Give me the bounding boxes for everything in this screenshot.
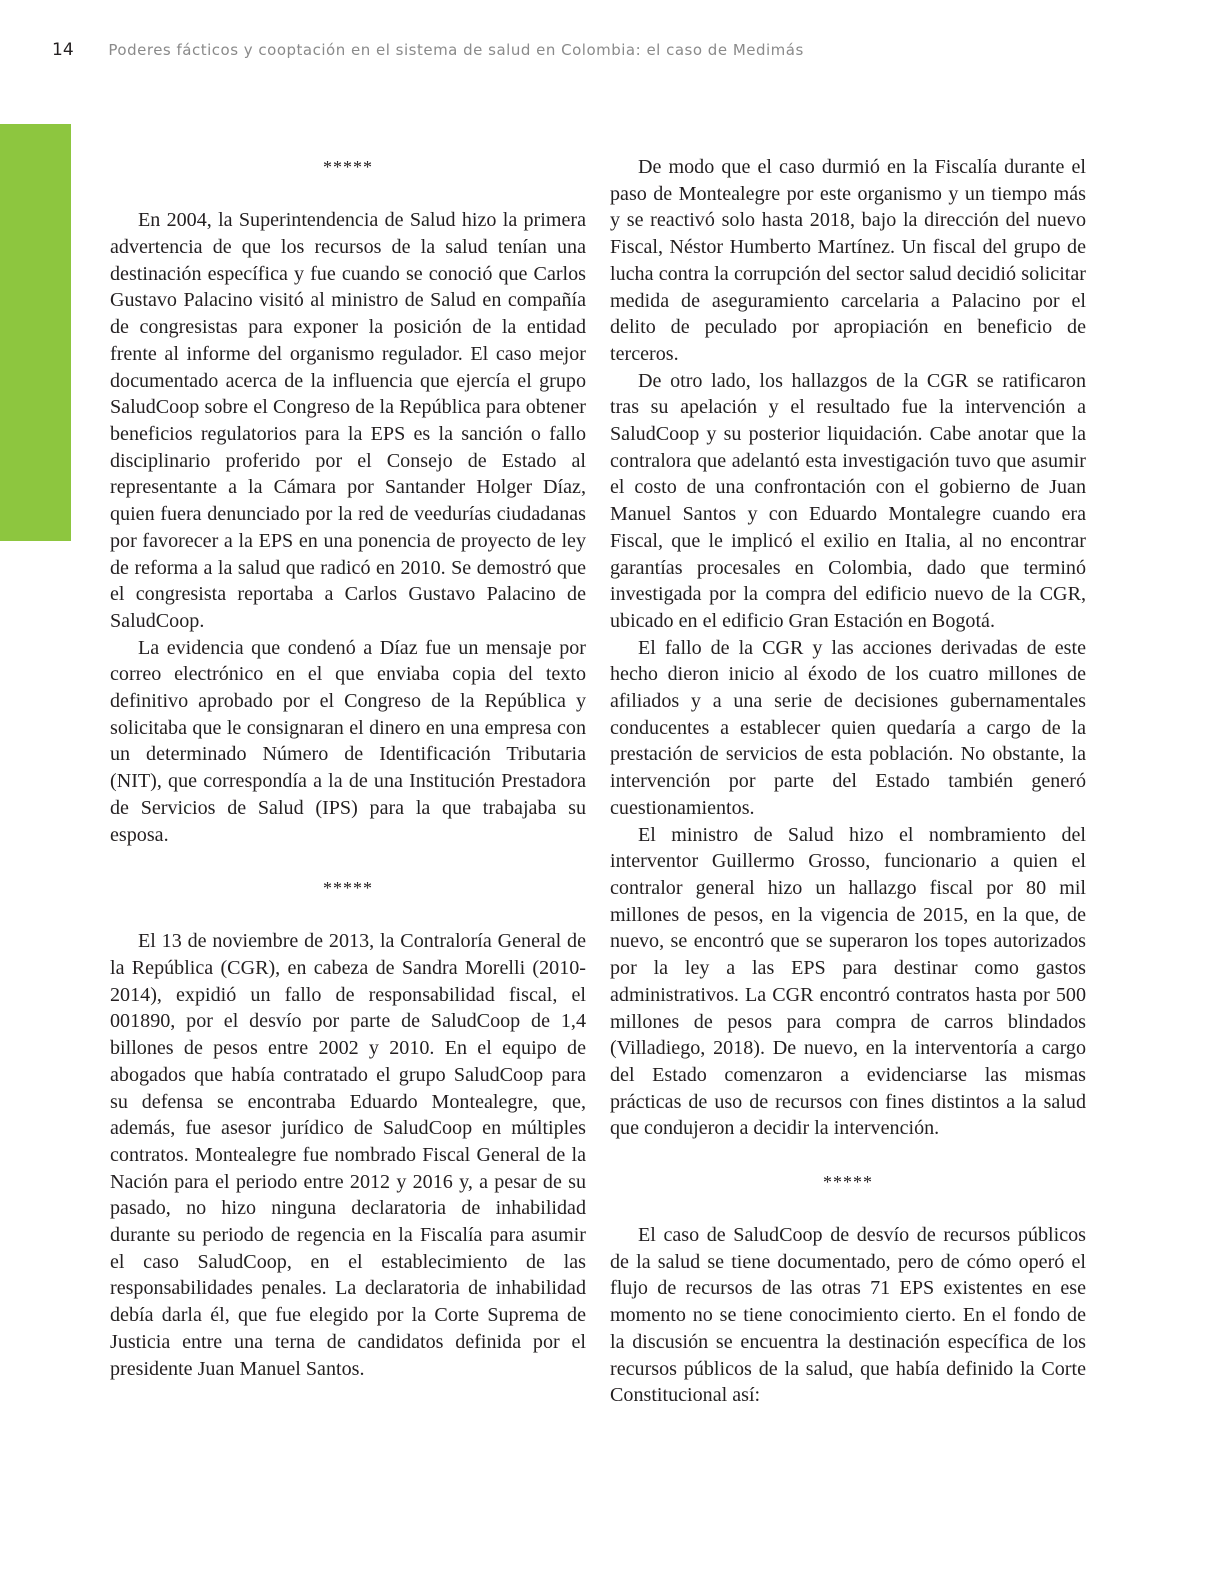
green-side-tab bbox=[0, 124, 71, 541]
paragraph: El 13 de noviembre de 2013, la Contraloría General de la República (CGR), en cabeza de Sandra Morelli (2010-2014), expidió un fallo de responsabilidad fiscal, el 001890, por el desvío por parte de SaludCoop de 1,4 billones de pesos entre 2002 y 2010. En el equipo de abogados que había contratado el grupo SaludCoop para su defensa se encontraba Eduardo Montealegre, que, además, fue asesor jurídico de SaludCoop en múltiples contratos. Montealegre fue nombrado Fiscal General de la Nación para el periodo entre 2012 y 2016 y, a pesar de su pasado, no hizo ninguna declaratoria de inhabilidad durante su periodo de regencia en la Fiscalía para asumir el caso SaludCoop, en el establecimiento de las responsabilidades penales. La declaratoria de inhabilidad debía darla él, que fue elegido por la Corte Suprema de Justicia entre una terna de candidatos definida por el presidente Juan Manuel Santos. bbox=[110, 930, 586, 1380]
running-title: Poderes fácticos y cooptación en el sistema de salud en Colombia: el caso de Medimás bbox=[108, 41, 804, 59]
page-number: 14 bbox=[52, 40, 74, 60]
section-separator: ***** bbox=[823, 1171, 873, 1192]
section-separator: ***** bbox=[323, 877, 373, 898]
paragraph: La evidencia que condenó a Díaz fue un mensaje por correo electrónico en el que enviaba copia del texto definitivo aprobado por el Congreso de la República y solicitaba que le consignaran el dinero en una empresa con un determinado Número de Identificación Tributaria (NIT), que correspondía a la de una Institución Prestadora de Servicios de Salud (IPS) para la que trabajaba su esposa. bbox=[110, 636, 586, 846]
paragraph: De otro lado, los hallazgos de la CGR se ratificaron tras su apelación y el resultado fue la intervención a SaludCoop y su posterior liquidación. Cabe anotar que la contralora que adelantó esta investigación tuvo que asumir el costo de una confrontación con el gobierno de Juan Manuel Santos y con Eduardo Montalegre cuando era Fiscal, que le implicó el exilio en Italia, al no encontrar garantías procesales en Colombia, dado que terminó investigada por la compra del edificio nuevo de la CGR, ubicado en el edificio Gran Estación en Bogotá. bbox=[610, 369, 1086, 632]
section-separator: ***** bbox=[323, 157, 373, 177]
running-header bbox=[52, 38, 1164, 62]
paragraph: El caso de SaludCoop de desvío de recursos públicos de la salud se tiene documentado, pero de cómo operó el flujo de recursos de las otras 71 EPS existentes en ese momento no se tiene conocimiento cierto. En el fondo de la discusión se encuentra la destinación específica de los recursos públicos de la salud, que había definido la Corte Constitucional así: bbox=[610, 1224, 1086, 1407]
paragraph: El ministro de Salud hizo el nombramiento del interventor Guillermo Grosso, funcionario a quien el contralor general hizo un hallazgo fiscal por 80 mil millones de pesos, en la vigencia de 2015, en la que, de nuevo, se encontró que se superaron los topes autorizados por la ley a las EPS para destinar como gastos administrativos. La CGR encontró contratos hasta por 500 millones de pesos para compra de carros blindados (Villadiego, 2018). De nuevo, en la interventoría a cargo del Estado comenzaron a evidenciarse las mismas prácticas de uso de recursos con fines distintos a la salud que condujeron a decidir la intervención. bbox=[610, 823, 1086, 1140]
left-column bbox=[110, 154, 586, 1382]
paragraph: De modo que el caso durmió en la Fiscalía durante el paso de Montealegre por este organismo y un tiempo más y se reactivó solo hasta 2018, bajo la dirección del nuevo Fiscal, Néstor Humberto Martínez. Un fiscal del grupo de lucha contra la corrupción del sector salud decidió solicitar medida de aseguramiento carcelaria a Palacino por el delito de peculado por apropiación en beneficio de terceros. bbox=[610, 156, 1086, 365]
paragraph: El fallo de la CGR y las acciones derivadas de este hecho dieron inicio al éxodo de los cuatro millones de afiliados y a una serie de decisiones gubernamentales conducentes a establecer quien quedaría a cargo de la prestación de servicios de esta población. No obstante, la intervención por parte del Estado también generó cuestionamientos. bbox=[610, 636, 1086, 819]
right-column bbox=[610, 154, 1086, 1409]
paragraph: En 2004, la Superintendencia de Salud hizo la primera advertencia de que los recursos de la salud tenían una destinación específica y fue cuando se conoció que Carlos Gustavo Palacino visitó al ministro de Salud en compañía de congresistas para exponer la posición de la entidad frente al informe del organismo regulador. El caso mejor documentado acerca de la influencia que ejercía el grupo SaludCoop sobre el Congreso de la República para obtener beneficios regulatorios para la EPS es la sanción o fallo disciplinario proferido por el Consejo de Estado al representante a la Cámara por Santander Holger Díaz, quien fuera denunciado por la red de veedurías ciudadanas por favorecer a la EPS en una ponencia de proyecto de ley de reforma a la salud que radicó en 2010. Se demostró que el congresista reportaba a Carlos Gustavo Palacino de SaludCoop. bbox=[110, 209, 586, 632]
